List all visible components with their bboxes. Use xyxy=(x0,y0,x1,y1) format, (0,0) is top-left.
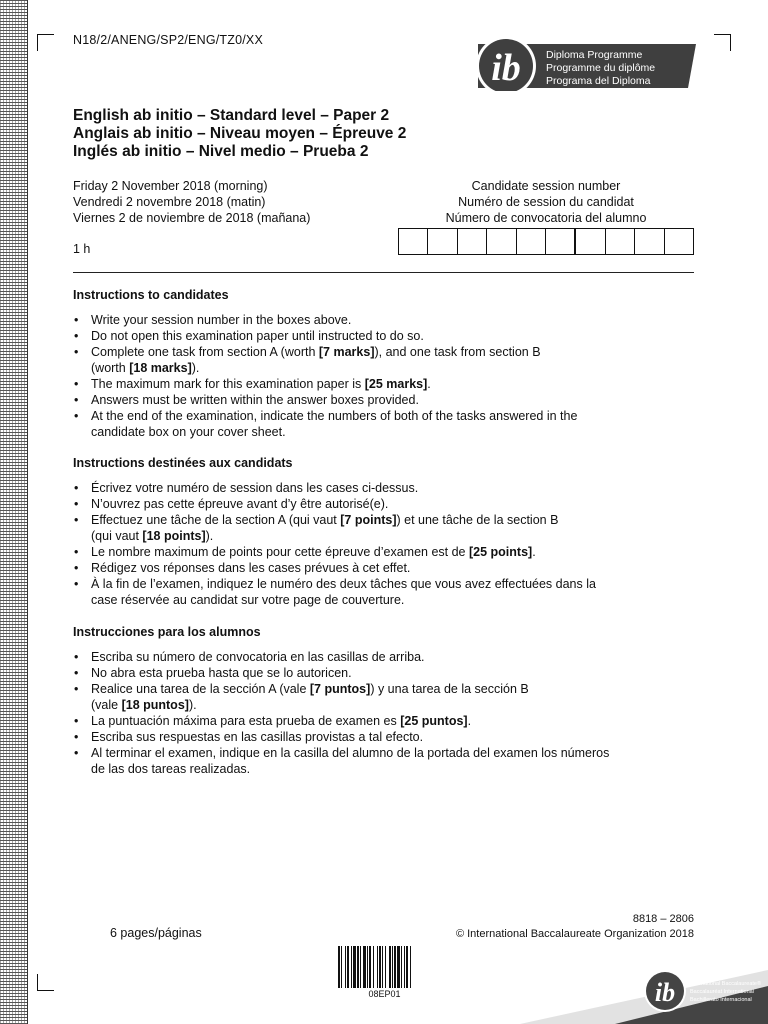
instruction-item: • Effectuez une tâche de la section A (qui vaut [7 points]) et une tâche de la section B (qui vaut [18 points]). xyxy=(73,512,693,544)
barcode-bar xyxy=(389,946,391,988)
instruction-item: • La puntuación máxima para esta prueba de examen es [25 puntos]. xyxy=(73,713,693,729)
barcode-label: 08EP01 xyxy=(368,989,401,999)
session-number-box[interactable] xyxy=(546,229,576,254)
barcode-bar xyxy=(341,946,342,988)
barcode-bar xyxy=(397,946,400,988)
binding-edge xyxy=(0,0,28,1024)
session-number-box[interactable] xyxy=(576,229,605,254)
barcode-bar xyxy=(363,946,366,988)
footer-reference xyxy=(456,912,694,942)
instructions-spanish xyxy=(73,625,693,777)
marks-value: [7 puntos] xyxy=(309,682,371,696)
barcode-bar xyxy=(345,946,346,988)
barcode-bar xyxy=(406,946,408,988)
ib-footer-logo-icon xyxy=(520,960,768,1024)
instructions-english xyxy=(73,288,693,440)
barcode-bar xyxy=(385,946,386,988)
instruction-item: • Write your session number in the boxes above. xyxy=(73,312,693,328)
barcode-bar xyxy=(338,946,340,988)
divider-line xyxy=(73,272,694,273)
crop-mark-bottom-left xyxy=(37,974,54,991)
session-number-box[interactable] xyxy=(428,229,457,254)
session-number-box[interactable] xyxy=(487,229,516,254)
session-number-box[interactable] xyxy=(517,229,546,254)
session-label-french: Numéro de session du candidat xyxy=(458,195,634,209)
session-number-box[interactable] xyxy=(665,229,693,254)
session-number-boxes[interactable] xyxy=(398,228,694,255)
instruction-item: • Do not open this examination paper until instructed to do so. xyxy=(73,328,693,344)
instructions-heading-spanish: Instrucciones para los alumnos xyxy=(73,625,261,639)
session-label-english: Candidate session number xyxy=(471,179,621,193)
barcode-bar xyxy=(394,946,396,988)
ib-footer-mark: ib xyxy=(654,978,676,1007)
marks-value: [18 points] xyxy=(142,529,206,543)
barcode-bar xyxy=(377,946,378,988)
barcode-bar xyxy=(392,946,393,988)
session-number-box[interactable] xyxy=(635,229,664,254)
title-english: English ab initio – Standard level – Paper 2 xyxy=(73,107,390,124)
title-spanish: Inglés ab initio – Nivel medio – Prueba 2 xyxy=(73,143,369,160)
session-number-box[interactable] xyxy=(458,229,487,254)
exam-dates xyxy=(73,178,310,226)
instruction-item: • Complete one task from section A (worth [7 marks]), and one task from section B (worth [18 marks]). xyxy=(73,344,693,376)
date-french: Vendredi 2 novembre 2018 (matin) xyxy=(73,195,266,209)
barcode-bar xyxy=(360,946,361,988)
instruction-item: • Le nombre maximum de points pour cette épreuve d’examen est de [25 points]. xyxy=(73,544,693,560)
instructions-heading-english: Instructions to candidates xyxy=(73,288,229,302)
logo-line-1: Diploma Programme xyxy=(546,49,643,61)
date-spanish: Viernes 2 de noviembre de 2018 (mañana) xyxy=(73,211,311,225)
barcode-bar xyxy=(373,946,374,988)
crop-mark-top-right xyxy=(714,34,731,51)
footer-ib-line-1: International Baccalaureate® xyxy=(690,981,762,987)
crop-mark-top-left xyxy=(37,34,54,51)
marks-value: [25 marks] xyxy=(364,377,428,391)
instructions-heading-french: Instructions destinées aux candidats xyxy=(73,456,293,470)
footer-ib-line-3: Bachillerato Internacional xyxy=(690,997,752,1003)
ib-logo-mark: ib xyxy=(491,47,521,89)
instruction-item: • No abra esta prueba hasta que se lo autoricen. xyxy=(73,665,693,681)
barcode-bar xyxy=(347,946,349,988)
instruction-item: • À la fin de l’examen, indiquez le numéro des deux tâches que vous avez effectuées dans la case réservée au candidat sur votre page de couverture. xyxy=(73,576,693,608)
instruction-item: • N’ouvrez pas cette épreuve avant d’y être autorisé(e). xyxy=(73,496,693,512)
instruction-list-spanish xyxy=(73,649,693,777)
barcode-bar xyxy=(410,946,411,988)
barcode-bar xyxy=(382,946,383,988)
instruction-item: • At the end of the examination, indicate the numbers of both of the tasks answered in the candidate box on your cover sheet. xyxy=(73,408,693,440)
page-count: 6 pages/páginas xyxy=(110,926,202,940)
marks-value: [25 points] xyxy=(469,545,533,559)
marks-value: [25 puntos] xyxy=(400,714,468,728)
instruction-item: • Escriba sus respuestas en las casillas provistas a tal efecto. xyxy=(73,729,693,745)
date-english: Friday 2 November 2018 (morning) xyxy=(73,179,268,193)
session-label-spanish: Número de convocatoria del alumno xyxy=(445,211,647,225)
instruction-list-english xyxy=(73,312,693,440)
footer-ib-line-2: Baccalauréat International xyxy=(690,989,754,995)
title-french: Anglais ab initio – Niveau moyen – Épreuve 2 xyxy=(73,125,407,142)
barcode-bar xyxy=(369,946,371,988)
copyright-notice: © International Baccalaureate Organization 2018 xyxy=(455,928,694,940)
instruction-list-french xyxy=(73,480,693,608)
session-number-box[interactable] xyxy=(606,229,635,254)
marks-value: [7 points] xyxy=(340,513,397,527)
instruction-item: • Al terminar el examen, indique en la casilla del alumno de la portada del examen los números de las dos tareas realizadas. xyxy=(73,745,693,777)
barcode-bar xyxy=(357,946,359,988)
instruction-item: • Answers must be written within the answer boxes provided. xyxy=(73,392,693,408)
instruction-item: • The maximum mark for this examination paper is [25 marks]. xyxy=(73,376,693,392)
barcode-bar xyxy=(401,946,402,988)
marks-value: [18 marks] xyxy=(129,361,192,375)
barcode-icon xyxy=(337,946,432,988)
barcode-bar xyxy=(379,946,381,988)
barcode-bar xyxy=(353,946,356,988)
exam-titles xyxy=(73,107,406,161)
logo-line-3: Programa del Diploma xyxy=(546,75,651,87)
marks-value: [7 marks] xyxy=(318,345,375,359)
document-code: N18/2/ANENG/SP2/ENG/TZ0/XX xyxy=(73,33,263,47)
ib-logo-icon xyxy=(470,36,696,91)
session-number-box[interactable] xyxy=(399,229,428,254)
instructions-french xyxy=(73,456,693,608)
barcode-bar xyxy=(404,946,405,988)
instruction-item: • Écrivez votre numéro de session dans les cases ci-dessus. xyxy=(73,480,693,496)
instruction-item: • Realice una tarea de la sección A (vale [7 puntos]) y una tarea de la sección B (vale [18 puntos]). xyxy=(73,681,693,713)
session-number-labels xyxy=(398,178,694,226)
instruction-item: • Rédigez vos réponses dans les cases prévues à cet effet. xyxy=(73,560,693,576)
barcode-bar xyxy=(367,946,368,988)
paper-reference-number: 8818 – 2806 xyxy=(632,913,694,925)
marks-value: [18 puntos] xyxy=(121,698,189,712)
exam-duration: 1 h xyxy=(73,242,91,256)
barcode-bar xyxy=(351,946,352,988)
instruction-item: • Escriba su número de convocatoria en las casillas de arriba. xyxy=(73,649,693,665)
logo-line-2: Programme du diplôme xyxy=(546,62,656,74)
